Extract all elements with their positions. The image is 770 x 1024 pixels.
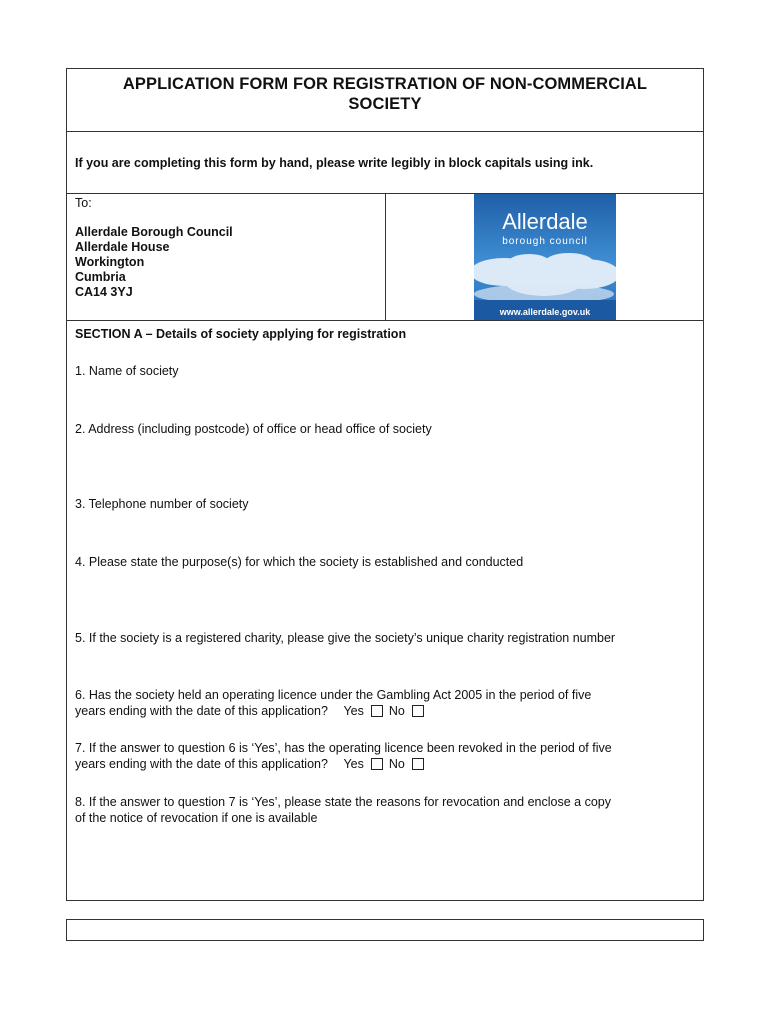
question-6-line-2-text: years ending with the date of this application? [75, 703, 328, 718]
form-title [67, 69, 703, 114]
question-1: 1. Name of society [75, 364, 179, 378]
address-line: CA14 3YJ [75, 285, 133, 299]
q7-no-label: No [388, 756, 405, 771]
question-7-line-2-text: years ending with the date of this application? [75, 756, 328, 771]
council-address [75, 225, 233, 300]
question-8-line-2: of the notice of revocation if one is available [75, 810, 318, 825]
question-8-line-1: 8. If the answer to question 7 is ‘Yes’, please state the reasons for revocation and enclose a copy [75, 795, 611, 809]
allerdale-logo [474, 194, 616, 321]
question-7 [75, 741, 699, 772]
question-7-line-1: 7. If the answer to question 6 is ‘Yes’, has the operating licence been revoked in the period of five [75, 741, 612, 755]
q7-no-checkbox[interactable] [412, 758, 424, 770]
question-8 [75, 795, 699, 826]
recipient-box [66, 193, 704, 321]
instructions-text: If you are completing this form by hand, please write legibly in block capitals using ink. [75, 156, 594, 170]
form-title-box [66, 68, 704, 132]
allerdale-logo-graphic [474, 194, 616, 321]
logo-clouds [474, 253, 616, 304]
logo-url: www.allerdale.gov.uk [499, 307, 591, 317]
form-title-line-1: APPLICATION FORM FOR REGISTRATION OF NON-COMMERCIAL [122, 75, 648, 93]
question-7-line-2 [75, 757, 699, 773]
q6-no-label: No [388, 703, 405, 718]
address-line: Allerdale House [75, 240, 170, 254]
q7-yes-label: Yes [343, 756, 364, 771]
section-a-box [66, 320, 704, 901]
to-label: To: [75, 196, 92, 210]
question-6 [75, 688, 699, 719]
question-2: 2. Address (including postcode) of office or head office of society [75, 422, 432, 436]
instructions-box [66, 131, 704, 194]
section-a-heading: SECTION A – Details of society applying for registration [75, 327, 407, 341]
question-6-line-2 [75, 704, 699, 720]
q6-yes-checkbox[interactable] [371, 705, 383, 717]
q6-yes-label: Yes [343, 703, 364, 718]
question-6-line-1: 6. Has the society held an operating licence under the Gambling Act 2005 in the period of five [75, 688, 592, 702]
recipient-address-cell [67, 194, 386, 320]
form-title-line-2: SOCIETY [348, 95, 422, 113]
question-3: 3. Telephone number of society [75, 497, 249, 511]
logo-name: Allerdale [502, 209, 588, 234]
q6-no-checkbox[interactable] [412, 705, 424, 717]
address-line: Cumbria [75, 270, 126, 284]
footer-box [66, 919, 704, 941]
q7-yes-checkbox[interactable] [371, 758, 383, 770]
address-line: Workington [75, 255, 145, 269]
address-line: Allerdale Borough Council [75, 225, 233, 239]
question-5: 5. If the society is a registered charity, please give the society’s unique charity registration number [75, 631, 616, 645]
question-4: 4. Please state the purpose(s) for which the society is established and conducted [75, 555, 524, 569]
logo-subtitle: borough council [502, 236, 588, 247]
